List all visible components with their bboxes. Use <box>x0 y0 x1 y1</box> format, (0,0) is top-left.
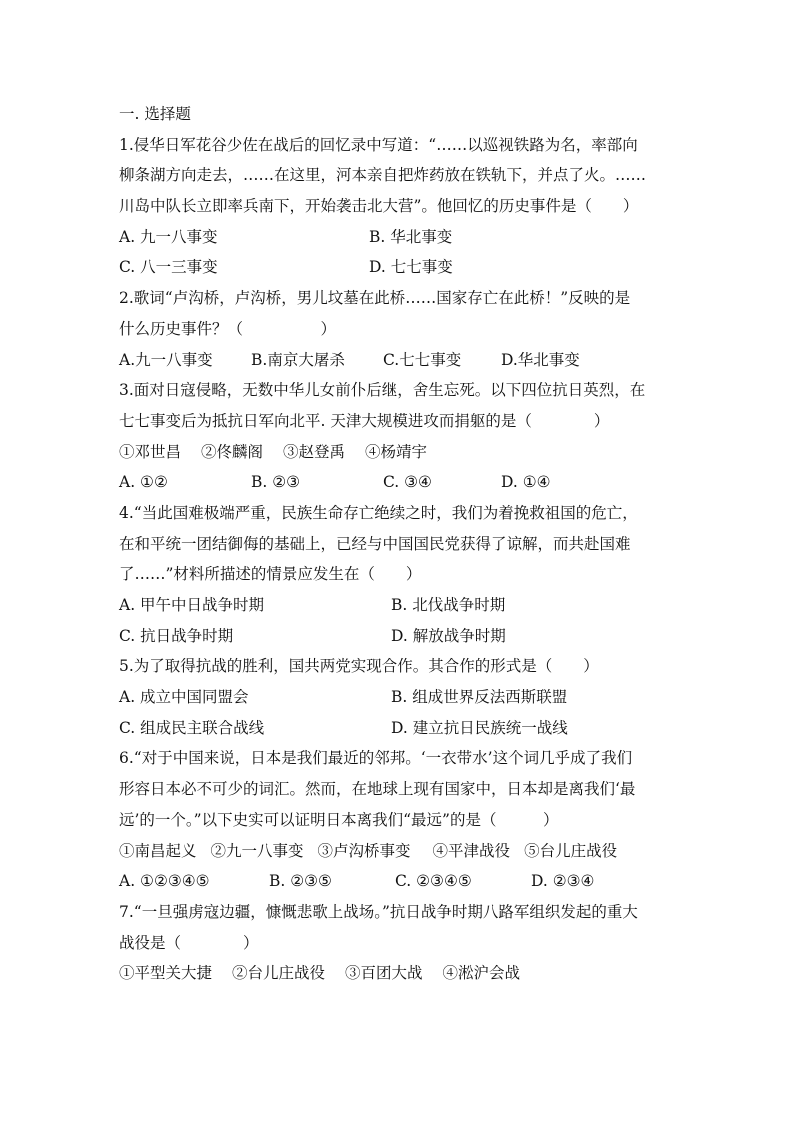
item: ④淞沪会战 <box>442 964 521 983</box>
items-row <box>119 836 679 867</box>
question-3 <box>119 375 679 498</box>
options-row <box>119 866 679 897</box>
items-row <box>119 437 679 468</box>
question-4 <box>119 498 679 651</box>
question-text-line: 战役是（ ） <box>119 933 259 952</box>
items-row <box>119 958 679 989</box>
option-d[interactable]: D. ①④ <box>501 473 551 492</box>
option-d[interactable]: D. ②③④ <box>531 872 595 891</box>
question-text-line: 6.“对于中国来说，日本是我们最近的邻邦。‘一衣带水’这个词几乎成了我们 <box>119 749 633 768</box>
option-d[interactable]: D. 建立抗日民族统一战线 <box>391 718 568 737</box>
item: ②台儿庄战役 <box>232 964 326 983</box>
question-7 <box>119 897 679 989</box>
option-a[interactable]: A. ①② <box>119 473 168 492</box>
section-title: 一. 选择题 <box>119 105 191 123</box>
option-c[interactable]: C. 抗日战争时期 <box>119 626 234 645</box>
question-text-line: 7.“一旦强虏寇边疆，慷慨悲歌上战场。”抗日战争时期八路军组织发起的重大 <box>119 902 638 921</box>
option-b[interactable]: B. ②③ <box>251 473 301 492</box>
question-text-line: 1.侵华日军花谷少佐在战后的回忆录中写道：“……以巡视铁路为名，率部向 <box>119 135 638 154</box>
option-c[interactable]: C. ③④ <box>383 473 432 492</box>
options-row <box>119 222 679 253</box>
option-a[interactable]: A. 九一八事变 <box>119 227 218 246</box>
options-row <box>119 252 679 283</box>
option-c[interactable]: C. ②③④⑤ <box>395 872 472 891</box>
question-text-line: 3.面对日寇侵略，无数中华儿女前仆后继，舍生忘死。以下四位抗日英烈，在 <box>119 381 646 400</box>
question-text-line: 5.为了取得抗战的胜利，国共两党实现合作。其合作的形式是（ ） <box>119 657 599 676</box>
item: ①平型关大捷 <box>119 964 213 983</box>
question-text-line: 什么历史事件？（ ） <box>119 319 337 338</box>
item: ⑤台儿庄战役 <box>524 841 618 860</box>
option-a[interactable]: A. ①②③④⑤ <box>119 872 210 891</box>
question-text-line: 柳条湖方向走去，……在这里，河本亲自把炸药放在铁轨下，并点了火。…… <box>119 166 647 185</box>
options-row <box>119 682 679 713</box>
item: ①南昌起义 <box>119 841 197 860</box>
exam-page <box>119 99 679 989</box>
options-row <box>119 345 679 376</box>
item: ③百团大战 <box>345 964 423 983</box>
option-d[interactable]: D. 解放战争时期 <box>391 626 506 645</box>
question-2 <box>119 283 679 375</box>
option-c[interactable]: C. 八一三事变 <box>119 258 218 277</box>
option-d[interactable]: D.华北事变 <box>501 350 580 369</box>
option-c[interactable]: C. 组成民主联合战线 <box>119 718 265 737</box>
options-row <box>119 713 679 744</box>
item: ③赵登禹 <box>283 442 346 461</box>
question-text-line: 远’的一个。”以下史实可以证明日本离我们“最远”的是（ ） <box>119 810 559 829</box>
item: ①邓世昌 <box>119 442 182 461</box>
question-text-line: 七七事变后为抵抗日军向北平. 天津大规模进攻而捐躯的是（ ） <box>119 411 610 430</box>
question-6 <box>119 743 679 896</box>
option-b[interactable]: B. 华北事变 <box>369 227 453 246</box>
question-text-line: 2.歌词“卢沟桥，卢沟桥，男儿坟墓在此桥……国家存亡在此桥！”反映的是 <box>119 289 631 308</box>
question-5 <box>119 651 679 743</box>
question-text-line: 川岛中队长立即率兵南下，开始袭击北大营”。他回忆的历史事件是（ ） <box>119 197 639 216</box>
item: ②佟麟阁 <box>201 442 264 461</box>
option-a[interactable]: A.九一八事变 <box>119 350 213 369</box>
question-text-line: 4.“当此国难极端严重，民族生命存亡绝续之时，我们为着挽救祖国的危亡， <box>119 503 638 522</box>
option-c[interactable]: C.七七事变 <box>383 350 462 369</box>
question-text-line: 在和平统一团结御侮的基础上，已经与中国国民党获得了谅解，而共赴国难 <box>119 534 631 553</box>
question-text-line: 形容日本必不可少的词汇。然而，在地球上现有国家中，日本却是离我们‘最 <box>119 780 636 799</box>
options-row <box>119 621 679 652</box>
option-b[interactable]: B.南京大屠杀 <box>251 350 345 369</box>
option-b[interactable]: B. ②③⑤ <box>269 872 332 891</box>
option-a[interactable]: A. 成立中国同盟会 <box>119 688 249 707</box>
question-1 <box>119 130 679 283</box>
item: ③卢沟桥事变 <box>317 841 411 860</box>
item: ④杨靖宇 <box>365 442 428 461</box>
option-b[interactable]: B. 组成世界反法西斯联盟 <box>391 688 568 707</box>
option-b[interactable]: B. 北伐战争时期 <box>391 596 506 614</box>
item: ④平津战役 <box>432 841 511 860</box>
option-d[interactable]: D. 七七事变 <box>369 258 453 277</box>
options-row <box>119 590 679 621</box>
option-a[interactable]: A. 甲午中日战争时期 <box>119 596 265 614</box>
item: ②九一八事变 <box>210 841 304 860</box>
question-text-line: 了……”材料所描述的情景应发生在（ ） <box>119 565 422 584</box>
options-row <box>119 467 679 498</box>
